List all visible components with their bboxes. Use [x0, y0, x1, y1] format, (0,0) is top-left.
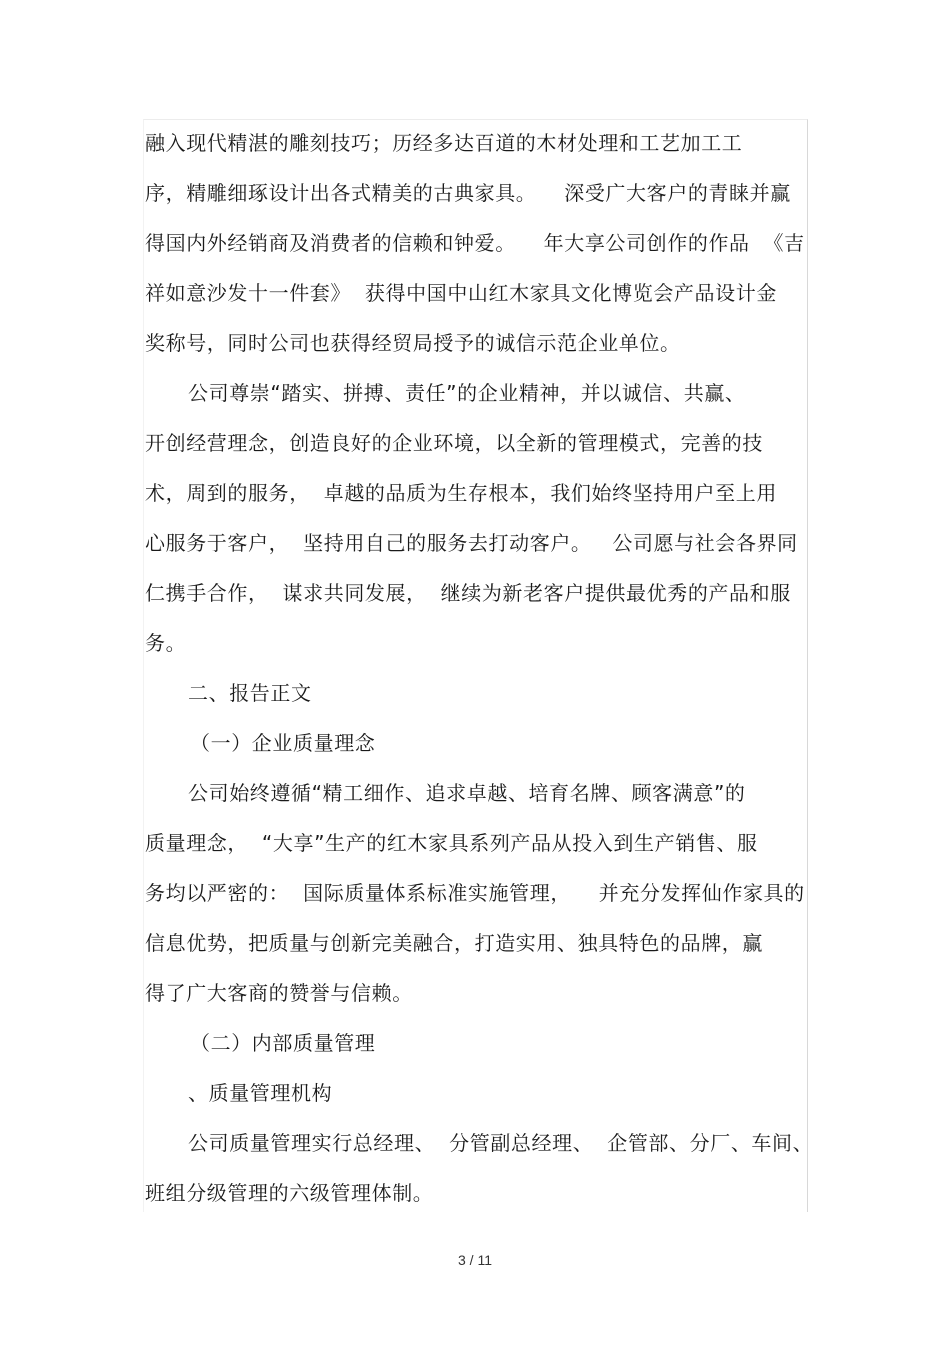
subsection-heading-2: （二）内部质量管理: [190, 1031, 376, 1055]
body-text-line-5: 奖称号，同时公司也获得经贸局授予的诚信示范企业单位。: [145, 331, 681, 355]
body-text-line-13: 质量理念， “大享”生产的红木家具系列产品从投入到生产销售、服: [145, 831, 758, 855]
body-text-line-7: 开创经营理念，创造良好的企业环境，以全新的管理模式，完善的技: [145, 431, 763, 455]
subsection-heading-1: （一）企业质量理念: [190, 731, 376, 755]
body-text-line-15: 信息优势，把质量与创新完美融合，打造实用、独具特色的品牌，赢: [145, 931, 763, 955]
body-text-line-14: 务均以严密的： 国际质量体系标准实施管理， 并充分发挥仙作家具的: [145, 881, 805, 905]
body-text-line-10: 仁携手合作， 谋求共同发展， 继续为新老客户提供最优秀的产品和服: [145, 581, 791, 605]
body-text-line-4: 祥如意沙发十一件套》 获得中国中山红木家具文化博览会产品设计金: [145, 281, 777, 305]
body-text-line-3: 得国内外经销商及消费者的信赖和钟爱。 年大享公司创作的作品 《吉: [145, 231, 805, 255]
body-text-line-1: 融入现代精湛的雕刻技巧；历经多达百道的木材处理和工艺加工工: [145, 131, 743, 155]
body-text-line-18: 班组分级管理的六级管理体制。: [145, 1181, 434, 1205]
body-text-line-2: 序，精雕细琢设计出各式精美的古典家具。 深受广大客户的青睐并赢: [145, 181, 791, 205]
body-text-line-17: 公司质量管理实行总经理、 分管副总经理、 企管部、分厂、车间、: [188, 1131, 814, 1155]
body-text-line-6: 公司尊崇“踏实、拼搏、责任”的企业精神，并以诚信、共赢、: [188, 381, 746, 405]
body-text-line-9: 心服务于客户， 坚持用自己的服务去打动客户。 公司愿与社会各界同: [145, 531, 798, 555]
body-text-line-12: 公司始终遵循“精工细作、追求卓越、培育名牌、顾客满意”的: [188, 781, 746, 805]
body-text-line-11: 务。: [145, 631, 187, 655]
page-number: 3 / 11: [458, 1252, 492, 1268]
item-heading: 、质量管理机构: [188, 1081, 333, 1105]
section-heading: 二、报告正文: [188, 681, 312, 705]
body-text-line-8: 术，周到的服务， 卓越的品质为生存根本，我们始终坚持用户至上用: [145, 481, 777, 505]
body-text-line-16: 得了广大客商的赞誉与信赖。: [145, 981, 413, 1005]
